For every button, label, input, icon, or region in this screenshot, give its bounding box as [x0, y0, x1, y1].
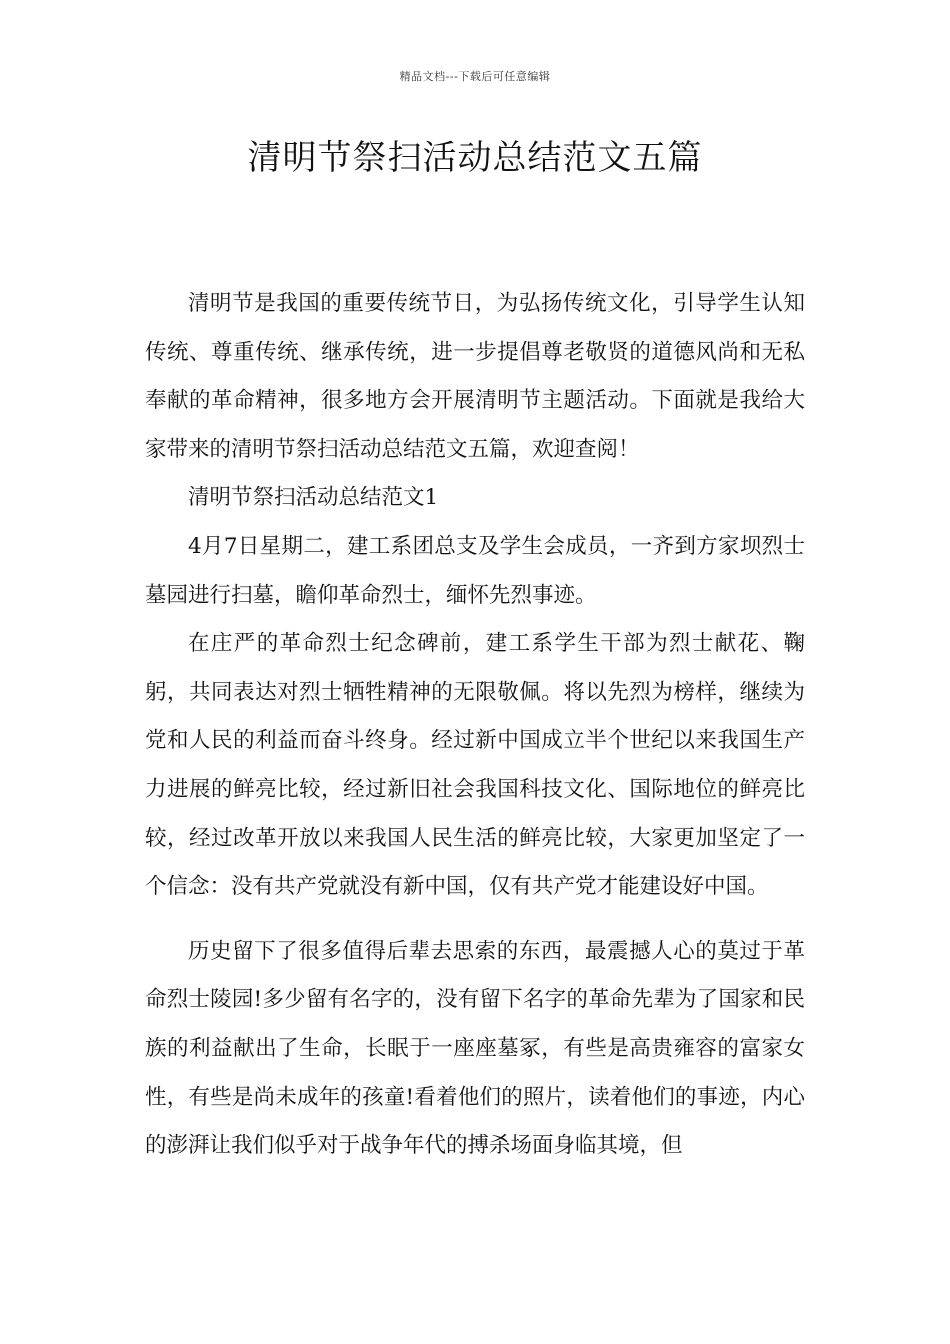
document-body	[145, 280, 805, 1171]
document-title: 清明节祭扫活动总结范文五篇	[247, 138, 703, 178]
body-paragraph-3: 历史留下了很多值得后辈去思索的东西，最震撼人心的莫过于革命烈士陵园!多少留有名字的，没有留下名字的革命先辈为了国家和民族的利益献出了生命，长眠于一座座墓冢，有些是高贵雍容的富家女性，有些是尚未成年的孩童!看着他们的照片，读着他们的事迹，内心的澎湃让我们似乎对于战争年代的搏杀场面身临其境，但	[145, 938, 805, 1159]
header-note: 精品文档---下载后可任意编辑	[399, 70, 551, 83]
body-paragraph-1: 4月7日星期二，建工系团总支及学生会成员，一齐到方家坝烈士墓园进行扫墓，瞻仰革命烈士，缅怀先烈事迹。	[145, 533, 805, 608]
intro-paragraph: 清明节是我国的重要传统节日，为弘扬传统文化，引导学生认知传统、尊重传统、继承传统，进一步提倡尊老敬贤的道德风尚和无私奉献的革命精神，很多地方会开展清明节主题活动。下面就是我给大家带来的清明节祭扫活动总结范文五篇，欢迎查阅！	[145, 291, 805, 462]
section-heading: 清明节祭扫活动总结范文1	[188, 485, 439, 511]
body-paragraph-2: 在庄严的革命烈士纪念碑前，建工系学生干部为烈士献花、鞠躬，共同表达对烈士牺牲精神的无限敬佩。将以先烈为榜样，继续为党和人民的利益而奋斗终身。经过新中国成立半个世纪以来我国生产力进展的鲜亮比较，经过新旧社会我国科技文化、国际地位的鲜亮比较，经过改革开放以来我国人民生活的鲜亮比较，大家更加坚定了一个信念：没有共产党就没有新中国，仅有共产党才能建设好中国。	[145, 631, 805, 900]
